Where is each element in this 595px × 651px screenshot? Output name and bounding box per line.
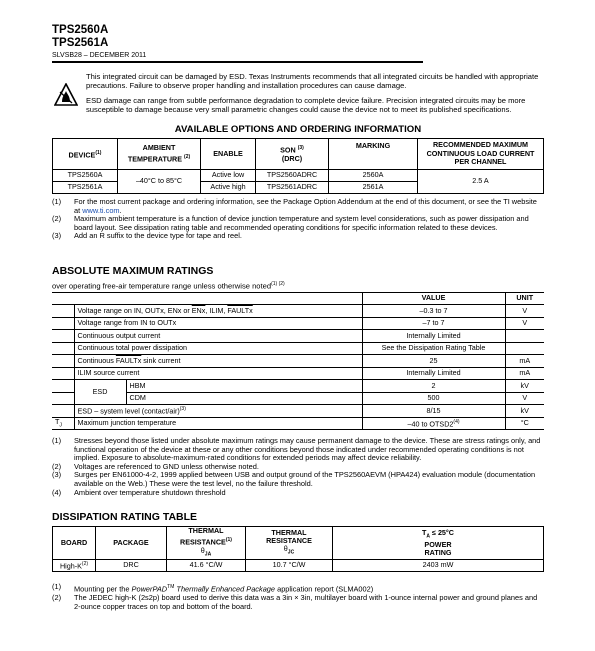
cell-unit: mA xyxy=(505,367,544,380)
col-son: SON $^{(3)}$ (DRC) xyxy=(256,139,329,170)
cell-son: TPS2560ADRC xyxy=(256,170,329,182)
table-row xyxy=(52,330,544,343)
cell-temp-range: –40°C to 85°C xyxy=(118,170,201,194)
col-theta-ja: THERMAL RESISTANCE$^{(1)}$ $\theta_{JA}$ xyxy=(167,527,246,560)
cell-value: 500 xyxy=(362,392,505,405)
cell-unit: V xyxy=(505,392,544,405)
cell-unit: kV xyxy=(505,405,544,418)
cell-son: TPS2561ADRC xyxy=(256,182,329,194)
col-current: RECOMMENDED MAXIMUM CONTINUOUS LOAD CURRENT PER CHANNEL xyxy=(418,139,544,170)
cell-unit: kV xyxy=(505,380,544,393)
cell-hbm: HBM xyxy=(126,380,362,393)
table-row xyxy=(52,305,544,318)
dissipation-heading: DISSIPATION RATING TABLE xyxy=(52,511,198,523)
cell-param: Maximum junction temperature xyxy=(74,417,362,430)
cell-unit xyxy=(505,342,544,355)
cell-marking: 2560A xyxy=(329,170,418,182)
cell-value: –0.3 to 7 xyxy=(362,305,505,318)
cell-current: 2.5 A xyxy=(418,170,544,194)
cell-board: High-$K^{(2)}$ xyxy=(53,560,96,572)
cell-device: TPS2560A xyxy=(53,170,118,182)
col-value: VALUE xyxy=(362,293,505,305)
footnote: (2) Maximum ambient temperature is a function of device junction temperature and system level considerations, such as power dissipation and board layout. See dissipation rating table and recommended operating conditions for specific information related to these devices. xyxy=(52,214,529,232)
cell-esd: ESD xyxy=(74,380,126,405)
cell-theta-ja: 41.6 °C/W xyxy=(167,560,246,572)
table-row xyxy=(52,417,544,430)
esd-warning-icon xyxy=(54,83,78,107)
cell-value: Internally Limited xyxy=(362,330,505,343)
col-marking: MARKING xyxy=(329,139,418,170)
absmax-subheading: over operating free-air temperature range unless otherwise noted$^{(1) (2)}$ xyxy=(52,281,285,291)
footnote: (1) Mounting per the PowerPAD™ Thermally Enhanced Package application report (SLMA002) xyxy=(52,582,374,594)
absmax-table xyxy=(52,292,544,430)
cell-param: Voltage range from IN to OUTx xyxy=(74,317,362,330)
footnote: (1) Stresses beyond those listed under absolute maximum ratings may cause permanent damage to the device. These are stress ratings only, and functional operation of the device at these or any other conditions beyond those indicated under recommended operating conditions is not implied. Exposure to absolute-maximum-rated conditions for extended periods may affect device reliability. xyxy=(52,436,541,463)
cell-param: Continuous total power dissipation xyxy=(74,342,362,355)
footnote: (4) Ambient over temperature shutdown threshold xyxy=(52,487,226,497)
col-theta-jc: THERMAL RESISTANCE $\theta_{JC}$ xyxy=(246,527,333,560)
cell-enable: Active high xyxy=(201,182,256,194)
col-unit: UNIT xyxy=(505,293,544,305)
cell-symbol: $T_J$ xyxy=(52,417,74,430)
ordering-heading: AVAILABLE OPTIONS AND ORDERING INFORMATION xyxy=(174,124,422,135)
table-row xyxy=(52,317,544,330)
col-package: PACKAGE xyxy=(96,527,167,560)
table-row xyxy=(52,380,544,393)
col-enable: ENABLE xyxy=(201,139,256,170)
header-rule xyxy=(52,61,423,63)
cell-param: Voltage range on IN, OUTx, ENx or $\overline{ENx}$, ILIM, FAULTx xyxy=(74,305,362,318)
cell-value: See the Dissipation Rating Table xyxy=(362,342,505,355)
cell-value: 25 xyxy=(362,355,505,368)
footnote: (2) Voltages are referenced to GND unless otherwise noted. xyxy=(52,461,259,471)
absmax-notes xyxy=(52,437,544,497)
footnote: (1) For the most current package and ordering information, see the Package Option Addendum at the end of this document, or see the TI website at www.ti.com. xyxy=(52,197,537,215)
cell-marking: 2561A xyxy=(329,182,418,194)
document-id: SLVSB28 – DECEMBER 2011 xyxy=(52,52,147,59)
cell-param: Continuous FAULTx sink current xyxy=(74,355,362,368)
cell-device: TPS2561A xyxy=(53,182,118,194)
table-row xyxy=(52,392,544,405)
cell-value: –40 to OTSD2$^{(4)}$ xyxy=(362,417,505,430)
table-row xyxy=(53,170,544,182)
dissipation-table xyxy=(52,526,544,572)
cell-value: 8/15 xyxy=(362,405,505,418)
table-row xyxy=(52,355,544,368)
ordering-notes xyxy=(52,198,544,241)
footnote: (2) The JEDEC high-K (2s2p) board used to derive this data was a 3in × 3in, multilayer board with 1-ounce internal power and ground planes and 2-ounce copper traces on top and bottom of the board. xyxy=(52,593,538,611)
document-title xyxy=(52,24,108,50)
table-row xyxy=(52,342,544,355)
title-tps2560a: TPS2560A xyxy=(52,24,109,36)
cell-unit: mA xyxy=(505,355,544,368)
title-tps2561a: TPS2561A xyxy=(52,37,109,49)
table-row xyxy=(53,560,544,572)
esd-paragraph-2: ESD damage can range from subtle performance degradation to complete device failure. Precision integrated circuits may be more susceptible to damage because very small parametric changes could cause the device not to meet its published specifications. xyxy=(86,96,526,114)
footnote: (3) Surges per EN61000-4-2, 1999 applied between USB and output ground of the TPS2560AEVM (HPA424) evaluation module (documentation available on the Web.) These were the test level, no the failure threshold. xyxy=(52,470,536,488)
cell-param: ILIM source current xyxy=(74,367,362,380)
cell-unit: V xyxy=(505,305,544,318)
table-row xyxy=(52,367,544,380)
footnote: (3) Add an R suffix to the device type for tape and reel. xyxy=(52,231,242,241)
cell-unit: V xyxy=(505,317,544,330)
cell-enable: Active low xyxy=(201,170,256,182)
cell-unit xyxy=(505,330,544,343)
cell-param: ESD – system level (contact/air)$^{(3)}$ xyxy=(74,405,362,418)
cell-value: Internally Limited xyxy=(362,367,505,380)
col-power-rating: $T_A \le 25^\circ C$ POWER RATING xyxy=(333,527,544,560)
cell-power: 2403 mW xyxy=(333,560,544,572)
ordering-table xyxy=(52,138,544,194)
dissipation-notes xyxy=(52,583,544,611)
col-ambient: AMBIENT TEMPERATURE $^{(2)}$ xyxy=(118,139,201,170)
cell-param: Continuous output current xyxy=(74,330,362,343)
cell-theta-jc: 10.7 °C/W xyxy=(246,560,333,572)
table-row xyxy=(52,405,544,418)
ti-website-link[interactable]: www.ti.com xyxy=(82,205,120,215)
cell-cdm: CDM xyxy=(126,392,362,405)
cell-value: 2 xyxy=(362,380,505,393)
cell-unit: °C xyxy=(505,417,544,430)
absmax-heading: ABSOLUTE MAXIMUM RATINGS xyxy=(52,265,214,277)
esd-paragraph-1: This integrated circuit can be damaged by ESD. Texas Instruments recommends that all integrated circuits be handled with appropriate precautions. Failure to observe proper handling and installation procedures can cause damage. xyxy=(86,72,539,90)
cell-value: –7 to 7 xyxy=(362,317,505,330)
col-device: DEVICE$^{(1)}$ xyxy=(53,139,118,170)
col-board: BOARD xyxy=(53,527,96,560)
cell-package: DRC xyxy=(96,560,167,572)
